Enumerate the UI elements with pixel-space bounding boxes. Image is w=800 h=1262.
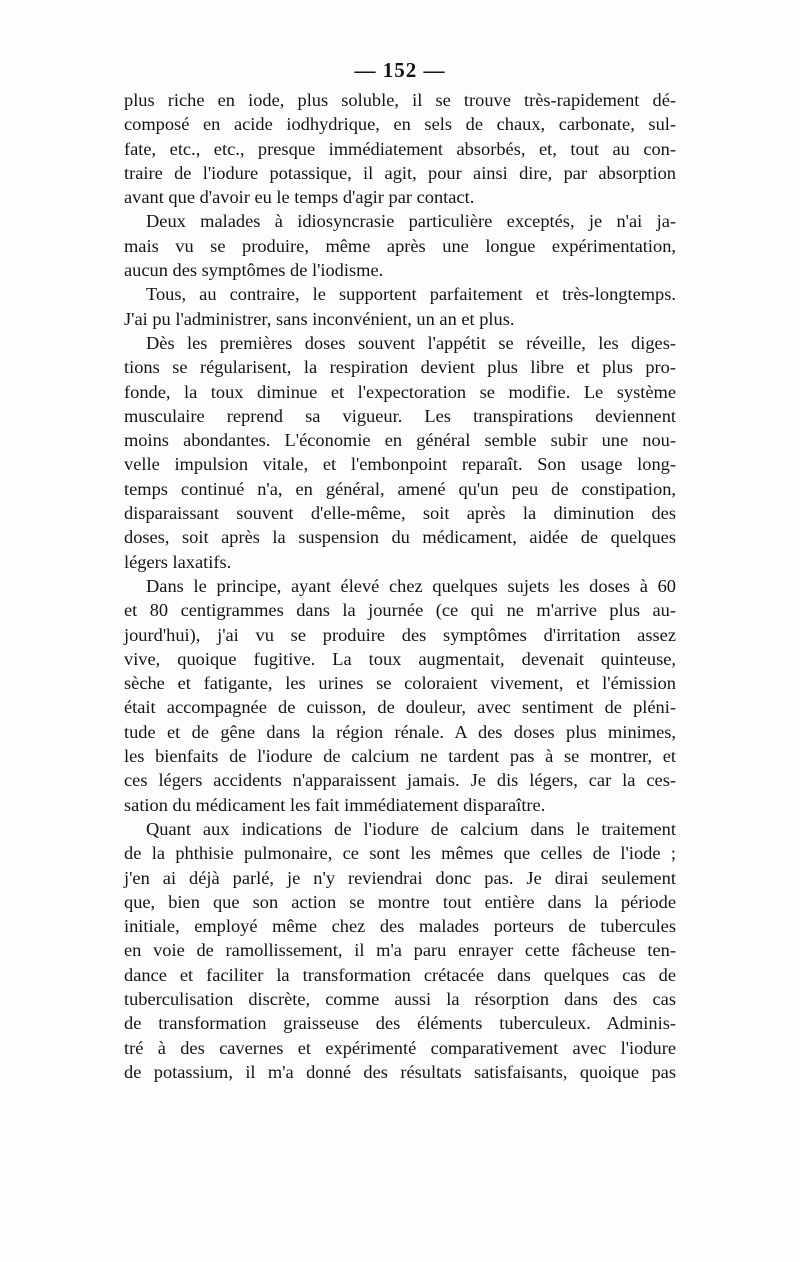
text-line: traire de l'iodure potassique, il agit, pour ainsi dire, par absorption bbox=[124, 162, 676, 183]
text-line: Dans le principe, ayant élevé chez quelques sujets les doses à 60 bbox=[146, 575, 676, 596]
text-line: musculaire reprend sa vigueur. Les transpirations deviennent bbox=[124, 405, 676, 426]
text-line: composé en acide iodhydrique, en sels de chaux, carbonate, sul- bbox=[124, 114, 676, 135]
text-line: j'en ai déjà parlé, je n'y reviendrai donc pas. Je dirai seulement bbox=[124, 867, 676, 888]
paragraph bbox=[124, 817, 676, 1084]
paragraph bbox=[124, 574, 676, 817]
text-line: Dès les premières doses souvent l'appétit se réveille, les diges- bbox=[146, 332, 676, 353]
text-line: J'ai pu l'administrer, sans inconvénient, un an et plus. bbox=[124, 308, 515, 329]
text-line: de la phthisie pulmonaire, ce sont les mêmes que celles de l'iode ; bbox=[124, 843, 676, 864]
paragraph bbox=[124, 282, 676, 331]
text-line: fonde, la toux diminue et l'expectoration se modifie. Le système bbox=[124, 381, 676, 402]
text-line: moins abondantes. L'économie en général semble subir une nou- bbox=[124, 430, 676, 451]
text-line: avant que d'avoir eu le temps d'agir par contact. bbox=[124, 187, 475, 208]
text-line: Quant aux indications de l'iodure de calcium dans le traitement bbox=[146, 818, 676, 839]
paragraph bbox=[124, 209, 676, 282]
text-line: tions se régularisent, la respiration devient plus libre et plus pro- bbox=[124, 357, 676, 378]
text-line: jourd'hui), j'ai vu se produire des symptômes d'irritation assez bbox=[124, 624, 676, 645]
text-line: vive, quoique fugitive. La toux augmentait, devenait quinteuse, bbox=[124, 648, 676, 669]
text-line: était accompagnée de cuisson, de douleur, avec sentiment de pléni- bbox=[124, 697, 676, 718]
text-line: Deux malades à idiosyncrasie particulière exceptés, je n'ai ja- bbox=[146, 211, 676, 232]
text-line: velle impulsion vitale, et l'embonpoint reparaît. Son usage long- bbox=[124, 454, 676, 475]
text-line: sation du médicament les fait immédiatement disparaître. bbox=[124, 794, 546, 815]
text-line: disparaissant souvent d'elle-même, soit après la diminution des bbox=[124, 503, 676, 524]
text-line: tuberculisation discrète, comme aussi la résorption dans des cas bbox=[124, 988, 676, 1009]
text-line: doses, soit après la suspension du médicament, aidée de quelques bbox=[124, 527, 676, 548]
text-line: que, bien que son action se montre tout entière dans la période bbox=[124, 891, 676, 912]
text-line: fate, etc., etc., presque immédiatement absorbés, et, tout au con- bbox=[124, 138, 676, 159]
text-line: Tous, au contraire, le supportent parfaitement et très-longtemps. bbox=[146, 284, 676, 305]
text-line: temps continué n'a, en général, amené qu'un peu de constipation, bbox=[124, 478, 676, 499]
text-line: plus riche en iode, plus soluble, il se trouve très-rapidement dé- bbox=[124, 90, 676, 110]
text-line: en voie de ramollissement, il m'a paru enrayer cette fâcheuse ten- bbox=[124, 940, 676, 961]
text-line: mais vu se produire, même après une longue expérimentation, bbox=[124, 235, 676, 256]
body-text bbox=[124, 88, 676, 1084]
text-line: ces légers accidents n'apparaissent jamais. Je dis légers, car la ces- bbox=[124, 770, 676, 791]
text-line: les bienfaits de l'iodure de calcium ne tardent pas à se montrer, et bbox=[124, 746, 676, 767]
text-line: initiale, employé même chez des malades porteurs de tubercules bbox=[124, 916, 676, 937]
text-line: tude et de gêne dans la région rénale. A des doses plus minimes, bbox=[124, 721, 676, 742]
page-number: — 152 — bbox=[354, 58, 446, 82]
paragraph bbox=[124, 88, 676, 209]
text-line: dance et faciliter la transformation crétacée dans quelques cas de bbox=[124, 964, 676, 985]
text-line: de potassium, il m'a donné des résultats satisfaisants, quoique pas bbox=[124, 1061, 676, 1082]
text-line: sèche et fatigante, les urines se coloraient vivement, et l'émission bbox=[124, 673, 676, 694]
text-line: tré à des cavernes et expérimenté comparativement avec l'iodure bbox=[124, 1037, 676, 1058]
text-line: légers laxatifs. bbox=[124, 551, 232, 572]
text-line: de transformation graisseuse des éléments tuberculeux. Adminis- bbox=[124, 1013, 676, 1034]
text-line: et 80 centigrammes dans la journée (ce qui ne m'arrive plus au- bbox=[124, 600, 676, 621]
text-line: aucun des symptômes de l'iodisme. bbox=[124, 260, 384, 281]
paragraph bbox=[124, 331, 676, 574]
